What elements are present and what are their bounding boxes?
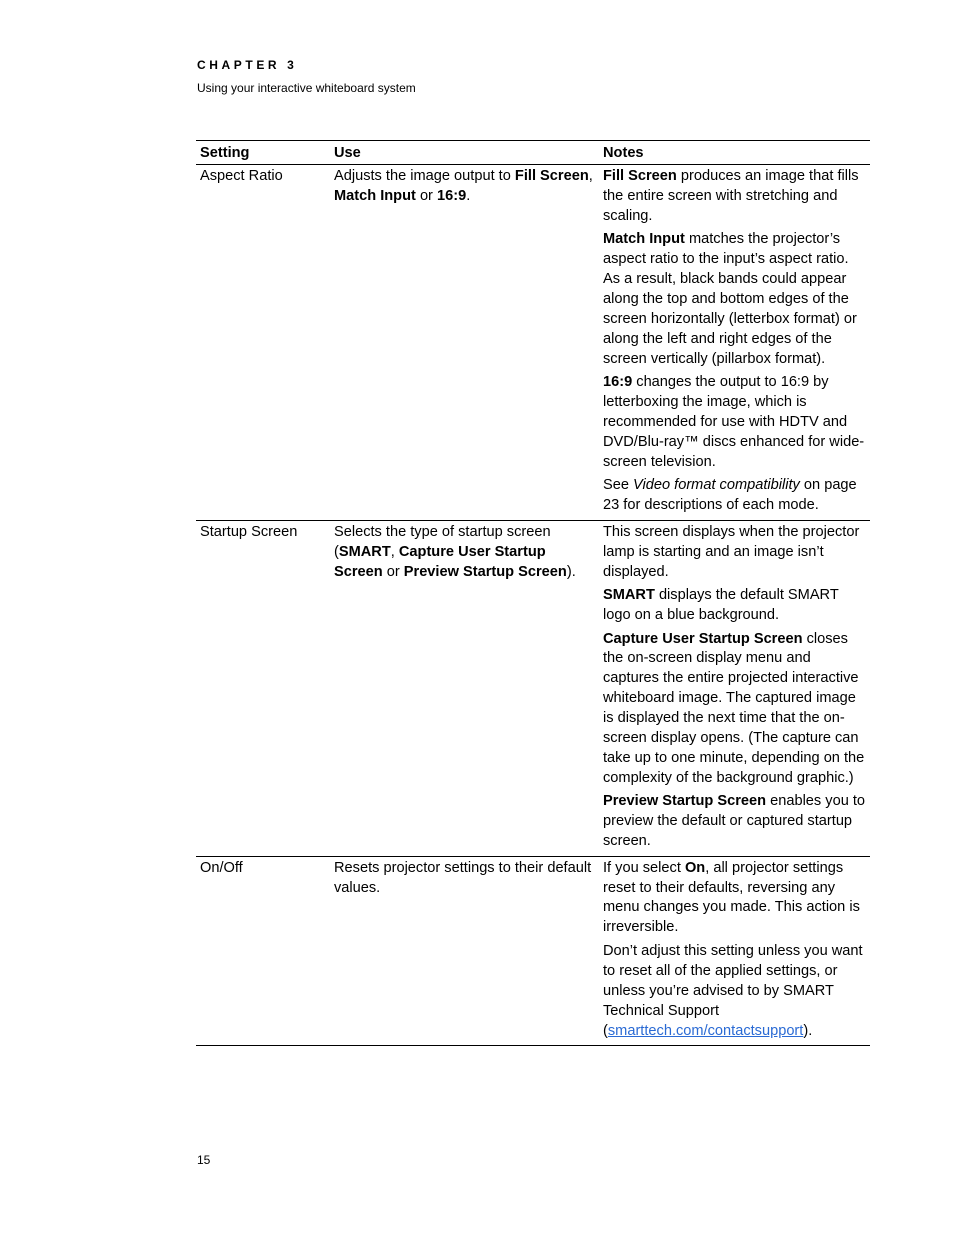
column-header-setting: Setting [200,145,250,161]
contact-support-link[interactable]: smarttech.com/contactsupport [607,1022,804,1039]
note-paragraph: Fill Screen produces an image that fills the entire screen with stretching and scaling. [603,168,859,224]
use-description: Adjusts the image output to Fill Screen, Match Input or 16:9. [334,168,593,204]
chapter-subtitle: Using your interactive whiteboard system [197,81,416,95]
use-description: Selects the type of startup screen (SMART, Capture User Startup Screen or Preview Startup Screen). [334,523,576,580]
notes-cell [599,520,870,856]
setting-name: Aspect Ratio [200,168,283,184]
setting-cell [196,520,330,856]
table-row [196,165,870,521]
page-number: 15 [197,1153,211,1167]
setting-cell [196,856,330,1045]
use-cell [330,165,599,521]
table-row [196,856,870,1045]
column-header-use: Use [334,145,361,161]
use-cell [330,520,599,856]
cross-reference: Video format compatibility [633,477,800,494]
column-header-notes: Notes [603,145,644,161]
note-paragraph: If you select On, all projector settings reset to their defaults, reversing any menu changes you made. This action is irreversible. [603,859,860,936]
use-cell [330,856,599,1045]
note-paragraph: This screen displays when the projector lamp is starting and an image isn’t displayed. [603,523,860,580]
note-paragraph: Don’t adjust this setting unless you want to reset all of the applied settings, or unless you’re advised to by SMART Technical Support (smarttech.com/contactsupport). [603,942,863,1039]
table-header-row [196,141,870,165]
note-paragraph: Preview Startup Screen enables you to preview the default or captured startup screen. [603,793,866,850]
note-paragraph: See Video format compatibility on page 23 for descriptions of each mode. [603,477,857,514]
use-description: Resets projector settings to their default values. [334,859,592,896]
setting-name: On/Off [200,859,243,876]
table-row [196,520,870,856]
notes-cell [599,165,870,521]
setting-name: Startup Screen [200,523,298,540]
note-paragraph: 16:9 changes the output to 16:9 by letterboxing the image, which is recommended for use with HDTV and DVD/Blu-ray™ discs enhanced for wide-screen television. [603,374,865,470]
setting-cell [196,165,330,521]
settings-table [196,140,870,1046]
chapter-label: CHAPTER 3 [197,58,298,72]
note-paragraph: SMART displays the default SMART logo on a blue background. [603,587,839,623]
note-paragraph: Capture User Startup Screen closes the on-screen display menu and captures the entire projected interactive whiteboard image. The captured image is displayed the next time that the on-screen display opens. (The capture can take up to one minute, depending on the complexity of the background graphic.) [603,630,865,786]
note-paragraph: Match Input matches the projector’s aspect ratio to the input’s aspect ratio. As a result, black bands could appear along the top and bottom edges of the screen horizontally (letterbox format) or along the left and right edges of the screen vertically (pillarbox format). [603,231,857,367]
notes-cell [599,856,870,1045]
